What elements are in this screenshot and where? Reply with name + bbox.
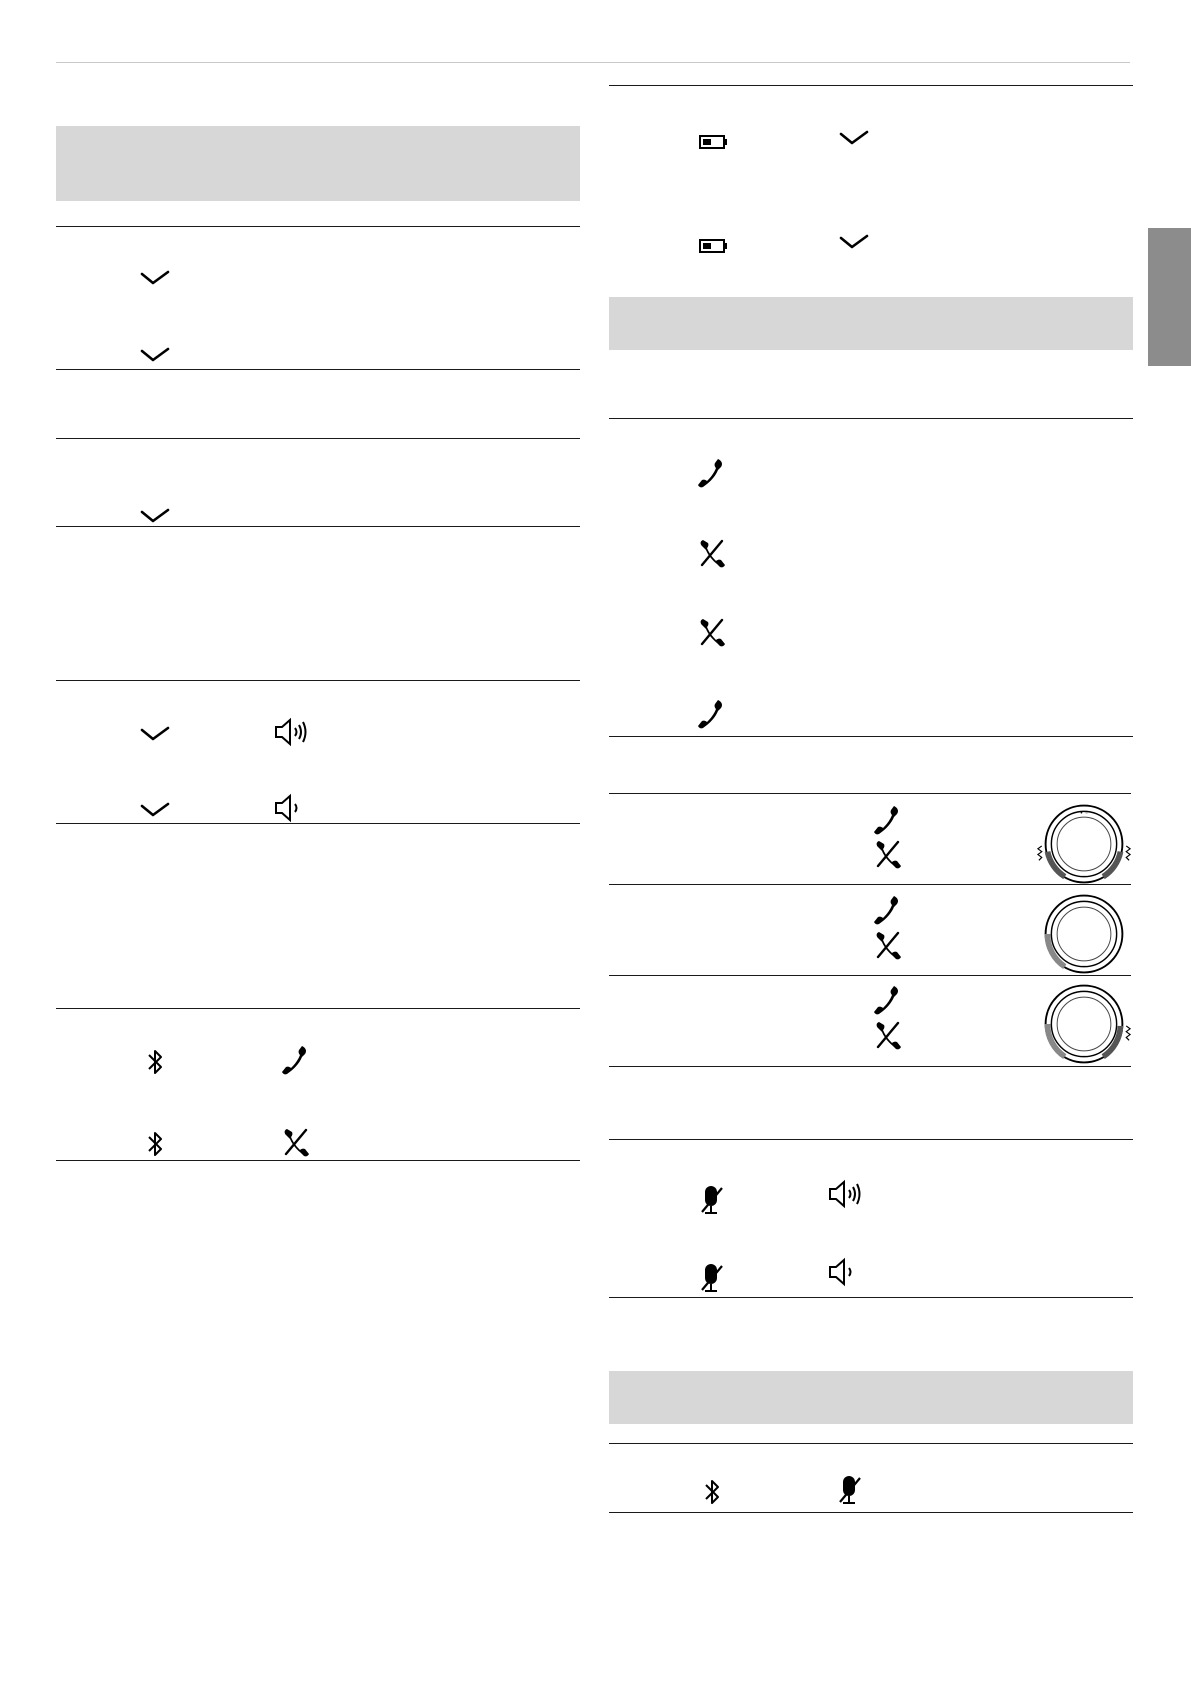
table-rule xyxy=(56,438,580,439)
table-rule xyxy=(56,226,580,227)
end-call-icon xyxy=(692,612,732,652)
section-heading-band xyxy=(609,1371,1133,1424)
end-call-icon xyxy=(276,1122,316,1162)
table-rule xyxy=(609,1139,1133,1140)
table-rule xyxy=(56,526,580,527)
page-header-rule xyxy=(56,62,1130,63)
end-call-icon xyxy=(868,834,908,874)
table-rule xyxy=(56,1160,580,1161)
end-call-icon xyxy=(868,1015,908,1055)
answer-call-icon xyxy=(276,1040,316,1080)
speaker-volume-low-icon xyxy=(826,1252,866,1292)
answer-call-icon xyxy=(692,453,732,493)
speaker-volume-high-icon xyxy=(826,1174,866,1214)
table-rule xyxy=(56,823,580,824)
swipe-gesture-icon xyxy=(135,790,175,830)
table-rule xyxy=(609,793,1131,794)
table-rule xyxy=(609,884,1131,885)
table-rule xyxy=(56,1008,580,1009)
bluetooth-icon xyxy=(692,1472,732,1512)
speaker-volume-high-icon xyxy=(272,712,312,752)
swipe-gesture-icon xyxy=(834,118,874,158)
table-rule xyxy=(609,85,1133,86)
touch-ring-dial-icon xyxy=(1036,886,1132,982)
bluetooth-icon xyxy=(135,1042,175,1082)
table-rule xyxy=(56,369,580,370)
speaker-volume-low-icon xyxy=(272,788,312,828)
end-call-icon xyxy=(868,925,908,965)
battery-low-icon xyxy=(694,122,734,162)
microphone-mute-icon xyxy=(830,1470,870,1510)
table-rule xyxy=(609,1066,1131,1067)
chapter-thumb-tab xyxy=(1148,228,1191,366)
table-rule xyxy=(56,680,580,681)
answer-call-icon xyxy=(692,694,732,734)
battery-low-icon xyxy=(694,226,734,266)
table-rule xyxy=(609,736,1133,737)
swipe-gesture-icon xyxy=(135,714,175,754)
swipe-gesture-icon xyxy=(135,258,175,298)
swipe-gesture-icon xyxy=(834,222,874,262)
answer-call-icon xyxy=(868,890,908,930)
svg-text:• ◦: • ◦ xyxy=(1079,811,1089,818)
table-rule xyxy=(609,1297,1133,1298)
end-call-icon xyxy=(692,533,732,573)
touch-ring-dial-icon xyxy=(1036,796,1132,892)
touch-ring-dial-icon xyxy=(1036,976,1132,1072)
bluetooth-icon xyxy=(135,1124,175,1164)
swipe-gesture-icon xyxy=(135,496,175,536)
microphone-mute-icon xyxy=(692,1258,732,1298)
microphone-mute-icon xyxy=(692,1180,732,1220)
section-heading-band xyxy=(609,297,1133,350)
answer-call-icon xyxy=(868,980,908,1020)
table-rule xyxy=(609,1512,1133,1513)
section-heading-band xyxy=(56,126,580,201)
table-rule xyxy=(609,1443,1133,1444)
table-rule xyxy=(609,418,1133,419)
